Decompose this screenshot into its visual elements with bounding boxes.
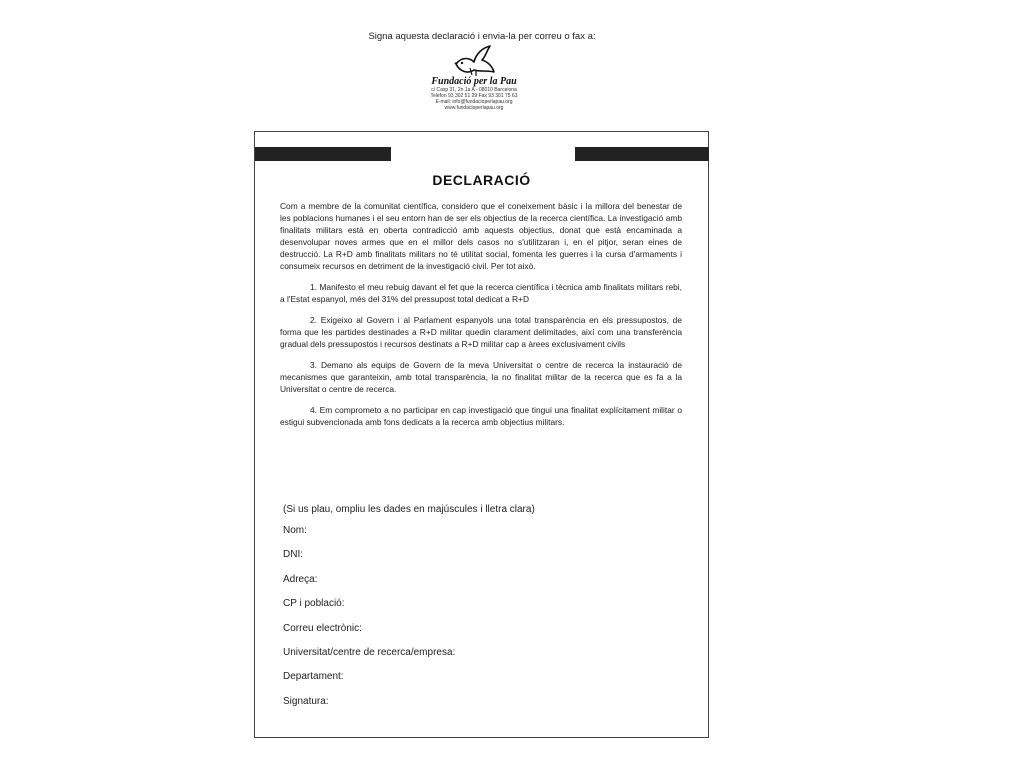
field-nom: Nom: bbox=[283, 525, 307, 536]
field-adreca: Adreça: bbox=[283, 573, 318, 585]
field-dni: DNI: bbox=[283, 549, 303, 561]
dove-icon bbox=[452, 44, 496, 78]
header-instruction: Signa aquesta declaració i envia-la per correu o fax a: bbox=[368, 31, 596, 42]
declaration-item: 1. Manifesto el meu rebuig davant el fet que la recerca científica i tècnica amb finalitats militars rebi, a l'Estat espanyol, més del 31% del pressupost total dedicat a R+D bbox=[280, 282, 682, 304]
foundation-web: www.fundacioperlapau.org bbox=[444, 105, 504, 111]
document-title: DECLARACIÓ bbox=[432, 172, 531, 188]
foundation-phone: Telèfon 93 302 51 29 Fax 93 301 75 63 bbox=[430, 93, 518, 99]
form-instruction: (Si us plau, ompliu les dades en majúscules i lletra clara) bbox=[283, 504, 535, 515]
foundation-name: Fundació per la Pau bbox=[431, 76, 517, 87]
foundation-logo bbox=[416, 44, 532, 111]
field-departament: Departament: bbox=[283, 671, 344, 683]
declaration-item: 4. Em comprometo a no participar en cap investigació que tingui una finalitat explícitament militar o estigui subvencionada amb fons dedicats a la recerca amb objectius militars. bbox=[280, 405, 682, 427]
declaration-document bbox=[254, 131, 709, 738]
declaration-item: 3. Demano als equips de Govern de la meva Universitat o centre de recerca la instauració de mecanismes que garanteixin, amb total transparència, la no finalitat militar de la recerca que es fa a la Universitat o centre de recerca. bbox=[280, 360, 682, 394]
foundation-address: c/ Casp 31, 2n 1a A - 08010 Barcelona bbox=[431, 87, 517, 93]
field-correu: Correu electrònic: bbox=[283, 622, 362, 634]
field-universitat: Universitat/centre de recerca/empresa: bbox=[283, 646, 456, 658]
declaration-body bbox=[280, 200, 682, 437]
declaration-item: 2. Exigeixo al Govern i al Parlament espanyols una total transparència en els pressupostos, de forma que les partides destinades a R+D militar quedin clarament delimitades, així com una transferència gradual dels pressupostos i recursos destinats a R+D militar cap a àrees exclusivament civils bbox=[280, 315, 682, 349]
intro-paragraph: Com a membre de la comunitat científica, considero que el coneixement bàsic i la millora del benestar de les poblacions humanes i el seu entorn han de ser els objectius de la recerca científica. La investigació amb finalitats militars està en oberta contradicció amb aquests objectius, donat que està encaminada a desenvolupar noves armes que en el millor dels casos no s'utilitzaran i, en el pitjor, seran eines de destrucció. La R+D amb finalitats militars no té utilitat social, fomenta les guerres i la cursa d'armaments i consumeix recursos en detriment de la investigació civil. Per tot això. bbox=[280, 201, 682, 271]
field-signatura: Signatura: bbox=[283, 695, 329, 707]
field-cp-poblacio: CP i població: bbox=[283, 598, 345, 610]
decorative-bar-left bbox=[255, 147, 391, 161]
decorative-bar-right bbox=[575, 147, 709, 161]
personal-data-form bbox=[283, 504, 683, 720]
foundation-email: E-mail: info@fundacioperlapau.org bbox=[435, 99, 513, 105]
